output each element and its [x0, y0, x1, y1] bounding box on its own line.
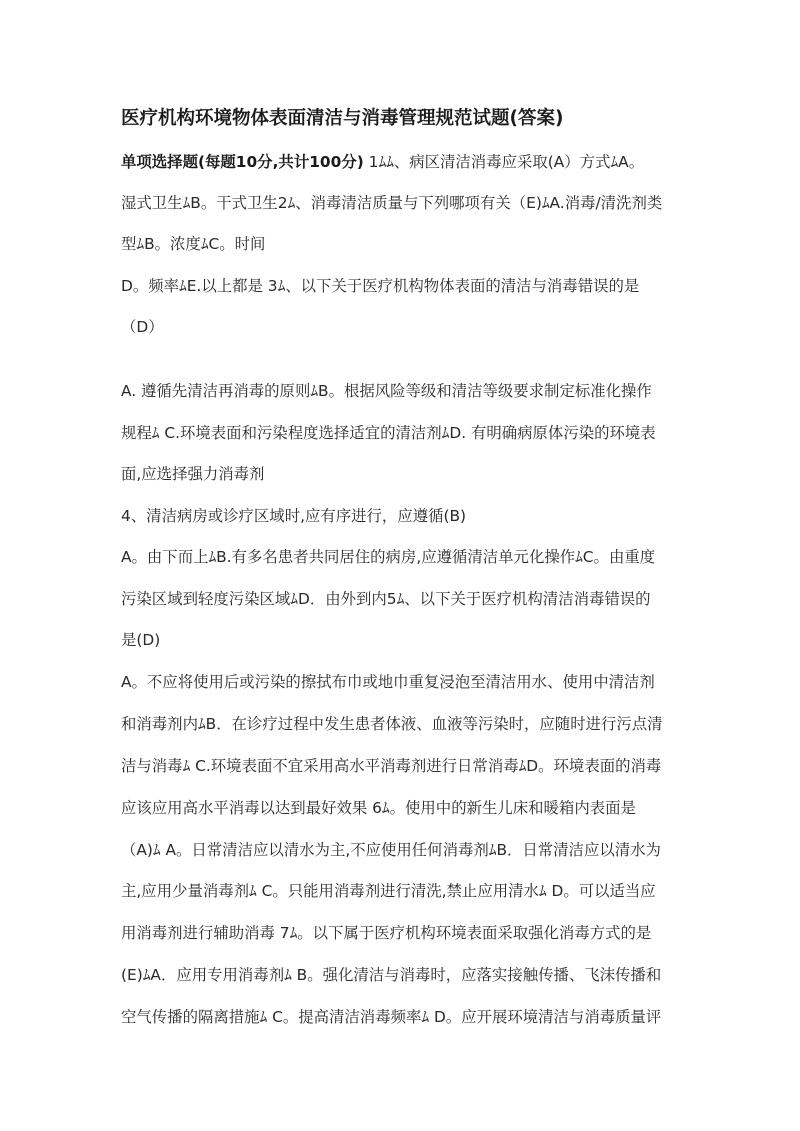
question-line-12: 是(D) — [121, 631, 161, 649]
question-line-6: A. 遵循先清洁再消毒的原则ﾑB。根据风险等级和清洁等级要求制定标准化操作 — [121, 382, 652, 400]
question-line-1 — [121, 150, 701, 174]
question-line-21: 空气传播的隔离措施ﾑ C。提高清洁消毒频率ﾑ D。应开展环境清洁与消毒质量评 — [121, 1008, 662, 1026]
question-line-16: 应该应用高水平消毒以达到最好效果 6ﾑ。使用中的新生儿床和暖箱内表面是 — [121, 799, 636, 817]
question-line-20: (E)ﾑA．应用专用消毒剂ﾑ B。强化清洁与消毒时，应落实接触传播、飞沫传播和 — [121, 966, 662, 984]
question-line-9: 4、清洁病房或诊疗区域时,应有序进行，应遵循(B) — [121, 507, 467, 525]
question-line-7: 规程ﾑ C.环境表面和污染程度选择适宜的清洁剂ﾑD. 有明确病原体污染的环境表 — [121, 424, 656, 442]
question-line-14: 和消毒剂内ﾑB．在诊疗过程中发生患者体液、血液等污染时，应随时进行污点清 — [121, 715, 663, 733]
question-line-4: D。频率ﾑE.以上都是 3ﾑ、以下关于医疗机构物体表面的清洁与消毒错误的是 — [121, 277, 640, 295]
page-title: 医疗机构环境物体表面清洁与消毒管理规范试题(答案) — [121, 108, 564, 129]
question-line-5: （D） — [121, 318, 164, 336]
section-heading: 单项选择题(每题10分,共计100分) — [121, 153, 364, 171]
question-line-2: 湿式卫生ﾑB。干式卫生2ﾑ、消毒清洁质量与下列哪项有关（E)ﾑA.消毒/清洗剂类 — [121, 194, 663, 212]
question-line-3: 型ﾑB。浓度ﾑC。时间 — [121, 235, 266, 253]
question-line-19: 用消毒剂进行辅助消毒 7ﾑ。以下属于医疗机构环境表面采取强化消毒方式的是 — [121, 924, 652, 942]
question-line-13: A。不应将使用后或污染的擦拭布巾或地巾重复浸泡至清洁用水、使用中清洁剂 — [121, 673, 655, 691]
question-line-17: （A)ﾑ A。日常清洁应以清水为主,不应使用任何消毒剂ﾑB．日常清洁应以清水为 — [121, 841, 661, 859]
question-line-11: 污染区域到轻度污染区域ﾑD．由外到内5ﾑ、以下关于医疗机构清洁消毒错误的 — [121, 590, 651, 608]
question-line-15: 洁与消毒ﾑ C.环境表面不宜采用高水平消毒剂进行日常消毒ﾑD。环境表面的消毒 — [121, 757, 662, 775]
question-line-10: A。由下而上ﾑB.有多名患者共同居住的病房,应遵循清洁单元化操作ﾑC。由重度 — [121, 548, 656, 566]
question-line-8: 面,应选择强力消毒剂 — [121, 465, 265, 483]
question-line-18: 主,应用少量消毒剂ﾑ C。只能用消毒剂进行清洗,禁止应用清水ﾑ D。可以适当应 — [121, 882, 656, 900]
line-text: 1ﾑﾑ、病区清洁消毒应采取(A）方式ﾑA。 — [368, 153, 645, 171]
